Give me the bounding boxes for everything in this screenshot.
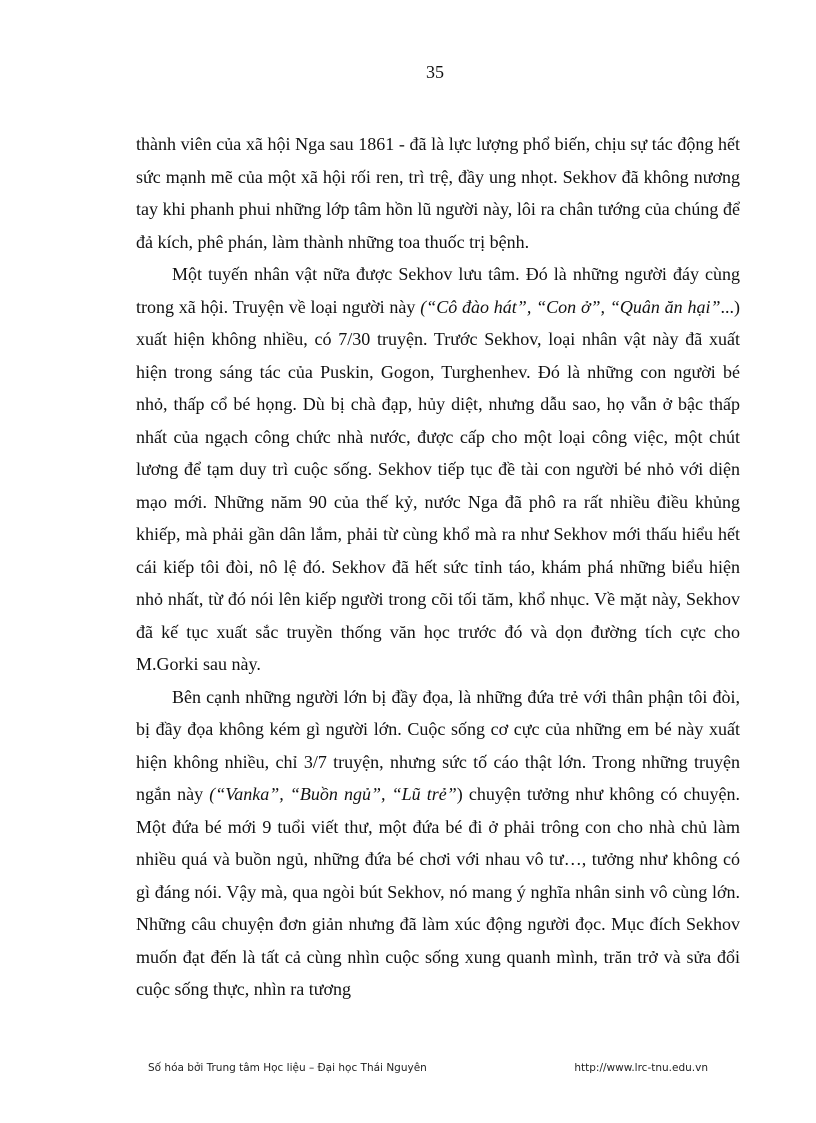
paragraph-2-text-a: Một tuyến nhân vật nữa được Sekhov lưu tâm. Đó là những người đáy cùng trong xã hội. Truyện về loại người này bbox=[136, 264, 740, 317]
footer-credit: Số hóa bởi Trung tâm Học liệu – Đại học Thái Nguyên bbox=[148, 1062, 427, 1074]
paragraph-3-text-b: ) chuyện tưởng như không có chuyện. Một đứa bé mới 9 tuổi viết thư, một đứa bé đi ở phải trông con cho nhà chủ làm nhiều quá và buồn ngủ, những đứa bé chơi với nhau vô tư…, tưởng như không có gì đáng nói. Vậy mà, qua ngòi bút Sekhov, nó mang ý nghĩa nhân sinh vô cùng lớn. Những câu chuyện đơn giản nhưng đã làm xúc động người đọc. Mục đích Sekhov muốn đạt đến là tất cả cùng nhìn cuộc sống xung quanh mình, trăn trở và sửa đổi cuộc sống thực, nhìn ra tương bbox=[136, 784, 740, 999]
paragraph-2-text-b: ...) xuất hiện không nhiều, có 7/30 truyện. Trước Sekhov, loại nhân vật này đã xuất hiện trong sáng tác của Puskin, Gogon, Turghenhev. Đó là những con người bé nhỏ, thấp cổ bé họng. Dù bị chà đạp, hủy diệt, nhưng dẫu sao, họ vẫn ở bậc thấp nhất của ngạch công chức nhà nước, được cấp cho một loại công việc, một chút lương để tạm duy trì cuộc sống. Sekhov tiếp tục đề tài con người bé nhỏ với diện mạo mới. Những năm 90 của thế kỷ, nước Nga đã phô ra rất nhiều điều khủng khiếp, mà phải gần dân lắm, phải từ cùng khổ mà ra như Sekhov mới thấu hiểu hết cái kiếp tôi đòi, nô lệ đó. Sekhov đã hết sức tỉnh táo, khám phá những biểu hiện nhỏ nhất, từ đó nói lên kiếp người trong cõi tối tăm, khổ nhục. Về mặt này, Sekhov đã kế tục xuất sắc truyền thống văn học trước đó và dọn đường tích cực cho M.Gorki sau này. bbox=[136, 296, 740, 674]
paragraph-1 bbox=[136, 128, 740, 258]
paragraph-1-text: thành viên của xã hội Nga sau 1861 - đã là lực lượng phổ biến, chịu sự tác động hết sức mạnh mẽ của một xã hội rối ren, trì trệ, đầy ung nhọt. Sekhov đã không nương tay khi phanh phui những lớp tâm hồn lũ người này, lôi ra chân tướng của chúng để đả kích, phê phán, làm thành những toa thuốc trị bệnh. bbox=[136, 134, 740, 252]
paragraph-2-titles: (“Cô đào hát”, “Con ở”, “Quân ăn hại” bbox=[420, 296, 721, 317]
paragraph-2 bbox=[136, 258, 740, 681]
paragraph-3-text-a: Bên cạnh những người lớn bị đầy đọa, là những đứa trẻ với thân phận tôi đòi, bị đầy đọa không kém gì người lớn. Cuộc sống cơ cực của những em bé này xuất hiện không nhiều, chỉ 3/7 truyện, nhưng sức tố cáo thật lớn. Trong những truyện ngắn này bbox=[136, 686, 740, 804]
page-number: 35 bbox=[426, 62, 444, 82]
page-footer bbox=[148, 1062, 708, 1074]
footer-url: http://www.lrc-tnu.edu.vn bbox=[574, 1062, 708, 1074]
body-text bbox=[136, 128, 740, 1006]
paragraph-3-titles: (“Vanka”, “Buồn ngủ”, “Lũ trẻ” bbox=[209, 784, 457, 804]
paragraph-3 bbox=[136, 681, 740, 1006]
